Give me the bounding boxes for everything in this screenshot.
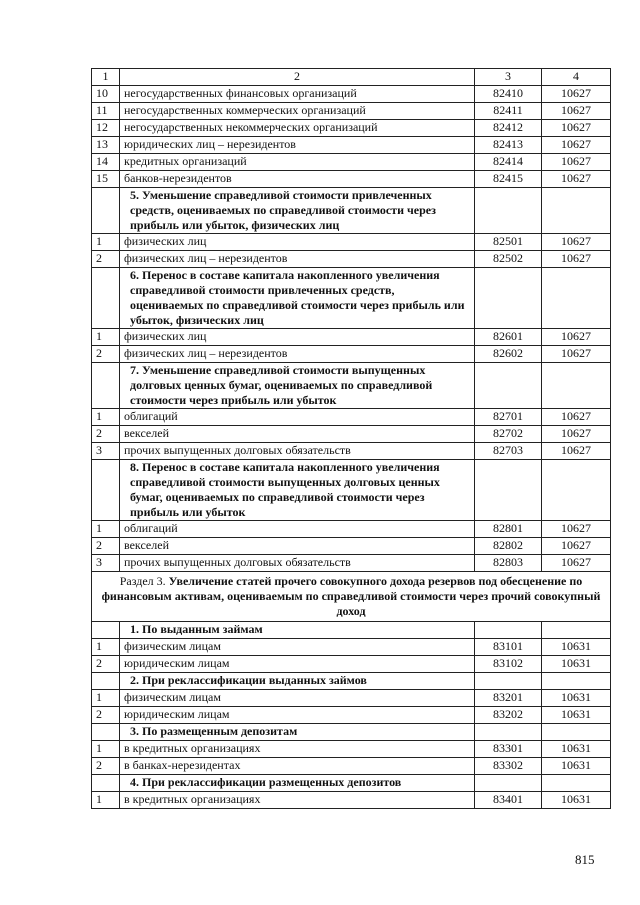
group-heading-row [92, 724, 611, 741]
table-row [92, 171, 611, 188]
group-heading-row [92, 363, 611, 409]
group-heading-row [92, 622, 611, 639]
row-description: банков-нерезидентов [120, 171, 475, 188]
table-row [92, 103, 611, 120]
table-row [92, 656, 611, 673]
symbol-code: 10627 [542, 409, 611, 426]
group-heading-row [92, 775, 611, 792]
account-number: 83401 [475, 792, 542, 809]
account-number: 82414 [475, 154, 542, 171]
section-heading [92, 572, 611, 622]
symbol-code: 10627 [542, 346, 611, 363]
table-row [92, 251, 611, 268]
row-number: 1 [92, 409, 120, 426]
table-row [92, 346, 611, 363]
table-row [92, 443, 611, 460]
symbol-code [542, 775, 611, 792]
table-row [92, 154, 611, 171]
page-number: 815 [575, 852, 595, 867]
symbol-code [542, 673, 611, 690]
row-description: негосударственных финансовых организаций [120, 86, 475, 103]
row-description: облигаций [120, 521, 475, 538]
table-row [92, 409, 611, 426]
row-number [92, 188, 120, 234]
symbol-code: 10627 [542, 329, 611, 346]
account-number: 82415 [475, 171, 542, 188]
symbol-code: 10627 [542, 137, 611, 154]
row-description: векселей [120, 538, 475, 555]
table-row [92, 329, 611, 346]
account-number: 83301 [475, 741, 542, 758]
row-description: 3. По размещенным депозитам [120, 724, 475, 741]
table-row [92, 555, 611, 572]
row-description: 2. При реклассификации выданных займов [120, 673, 475, 690]
row-number [92, 268, 120, 329]
row-number: 2 [92, 758, 120, 775]
row-description: 4. При реклассификации размещенных депозитов [120, 775, 475, 792]
row-description: негосударственных коммерческих организаций [120, 103, 475, 120]
row-number: 2 [92, 426, 120, 443]
account-number: 82702 [475, 426, 542, 443]
row-description: юридических лиц – нерезидентов [120, 137, 475, 154]
row-number: 2 [92, 656, 120, 673]
section-title: Увеличение статей прочего совокупного дохода резервов под обесценение по финансовым активам, оцениваемым по справедливой стоимости через прочий совокупный доход [101, 574, 601, 618]
account-number [475, 268, 542, 329]
symbol-code: 10627 [542, 443, 611, 460]
symbol-code: 10631 [542, 656, 611, 673]
row-number: 11 [92, 103, 120, 120]
row-number [92, 460, 120, 521]
table-row [92, 86, 611, 103]
table-row [92, 639, 611, 656]
row-number: 1 [92, 792, 120, 809]
accounts-table [91, 68, 611, 809]
account-number [475, 363, 542, 409]
row-number: 1 [92, 521, 120, 538]
account-number: 82801 [475, 521, 542, 538]
symbol-code: 10631 [542, 707, 611, 724]
account-number: 82703 [475, 443, 542, 460]
symbol-code: 10627 [542, 426, 611, 443]
row-description: физических лиц – нерезидентов [120, 346, 475, 363]
row-number [92, 363, 120, 409]
row-number: 1 [92, 639, 120, 656]
header-row [92, 69, 611, 86]
row-number: 2 [92, 251, 120, 268]
row-number: 2 [92, 346, 120, 363]
row-number: 1 [92, 690, 120, 707]
header-col-1: 1 [92, 69, 120, 86]
header-col-2: 2 [120, 69, 475, 86]
row-description: векселей [120, 426, 475, 443]
row-description: физическим лицам [120, 690, 475, 707]
row-description: негосударственных некоммерческих организаций [120, 120, 475, 137]
row-number: 15 [92, 171, 120, 188]
symbol-code [542, 460, 611, 521]
row-description: облигаций [120, 409, 475, 426]
symbol-code: 10631 [542, 690, 611, 707]
table-row [92, 538, 611, 555]
symbol-code: 10627 [542, 154, 611, 171]
row-number [92, 724, 120, 741]
symbol-code [542, 363, 611, 409]
table-row [92, 426, 611, 443]
row-description: физическим лицам [120, 639, 475, 656]
row-description: юридическим лицам [120, 656, 475, 673]
row-description: в банках-нерезидентах [120, 758, 475, 775]
symbol-code: 10627 [542, 120, 611, 137]
symbol-code: 10627 [542, 555, 611, 572]
row-number: 1 [92, 234, 120, 251]
row-number: 2 [92, 707, 120, 724]
account-number: 82502 [475, 251, 542, 268]
row-number: 14 [92, 154, 120, 171]
row-number: 1 [92, 329, 120, 346]
account-number: 82701 [475, 409, 542, 426]
group-heading-row [92, 188, 611, 234]
table-row [92, 690, 611, 707]
table-row [92, 741, 611, 758]
row-description: прочих выпущенных долговых обязательств [120, 443, 475, 460]
account-number: 83102 [475, 656, 542, 673]
symbol-code: 10627 [542, 86, 611, 103]
row-number [92, 673, 120, 690]
symbol-code: 10627 [542, 538, 611, 555]
header-col-3: 3 [475, 69, 542, 86]
symbol-code [542, 724, 611, 741]
symbol-code: 10627 [542, 251, 611, 268]
row-number: 10 [92, 86, 120, 103]
row-number: 12 [92, 120, 120, 137]
table-row [92, 707, 611, 724]
row-description: физических лиц [120, 329, 475, 346]
row-description: 6. Перенос в составе капитала накопленного увеличения справедливой стоимости привлеченных средств, оцениваемых по справедливой стоимости через прибыль или убыток, физических лиц [120, 268, 475, 329]
row-number: 3 [92, 443, 120, 460]
row-number: 13 [92, 137, 120, 154]
account-number [475, 724, 542, 741]
account-number: 83101 [475, 639, 542, 656]
row-description: физических лиц – нерезидентов [120, 251, 475, 268]
table-row [92, 137, 611, 154]
account-number: 82411 [475, 103, 542, 120]
account-number: 82412 [475, 120, 542, 137]
row-number [92, 775, 120, 792]
symbol-code [542, 188, 611, 234]
table-row [92, 792, 611, 809]
row-description: юридическим лицам [120, 707, 475, 724]
account-number: 82803 [475, 555, 542, 572]
row-description: прочих выпущенных долговых обязательств [120, 555, 475, 572]
account-number [475, 188, 542, 234]
symbol-code: 10631 [542, 741, 611, 758]
symbol-code: 10627 [542, 103, 611, 120]
symbol-code: 10627 [542, 171, 611, 188]
symbol-code: 10631 [542, 758, 611, 775]
row-description: в кредитных организациях [120, 792, 475, 809]
row-number: 2 [92, 538, 120, 555]
header-col-4: 4 [542, 69, 611, 86]
table-row [92, 758, 611, 775]
account-number [475, 460, 542, 521]
row-number: 1 [92, 741, 120, 758]
section-prefix: Раздел 3. [119, 574, 166, 588]
account-number: 83202 [475, 707, 542, 724]
account-number: 83302 [475, 758, 542, 775]
row-number: 3 [92, 555, 120, 572]
account-number: 82601 [475, 329, 542, 346]
symbol-code [542, 268, 611, 329]
account-number: 82802 [475, 538, 542, 555]
row-description: 1. По выданным займам [120, 622, 475, 639]
account-number: 82602 [475, 346, 542, 363]
table-row [92, 521, 611, 538]
row-description: 7. Уменьшение справедливой стоимости выпущенных долговых ценных бумаг, оцениваемых по справедливой стоимости через прибыль или убыток [120, 363, 475, 409]
row-description: 5. Уменьшение справедливой стоимости привлеченных средств, оцениваемых по справедливой стоимости через прибыль или убыток, физических лиц [120, 188, 475, 234]
account-number [475, 775, 542, 792]
account-number: 82413 [475, 137, 542, 154]
symbol-code: 10627 [542, 234, 611, 251]
row-description: кредитных организаций [120, 154, 475, 171]
account-number: 83201 [475, 690, 542, 707]
section-heading-row [92, 572, 611, 622]
row-description: физических лиц [120, 234, 475, 251]
account-number [475, 673, 542, 690]
symbol-code: 10631 [542, 792, 611, 809]
table-row [92, 234, 611, 251]
group-heading-row [92, 460, 611, 521]
row-description: 8. Перенос в составе капитала накопленного увеличения справедливой стоимости выпущенных долговых ценных бумаг, оцениваемых по справедливой стоимости через прибыль или убыток [120, 460, 475, 521]
symbol-code [542, 622, 611, 639]
symbol-code: 10631 [542, 639, 611, 656]
account-number: 82501 [475, 234, 542, 251]
account-number: 82410 [475, 86, 542, 103]
group-heading-row [92, 268, 611, 329]
row-description: в кредитных организациях [120, 741, 475, 758]
group-heading-row [92, 673, 611, 690]
table-row [92, 120, 611, 137]
account-number [475, 622, 542, 639]
row-number [92, 622, 120, 639]
symbol-code: 10627 [542, 521, 611, 538]
